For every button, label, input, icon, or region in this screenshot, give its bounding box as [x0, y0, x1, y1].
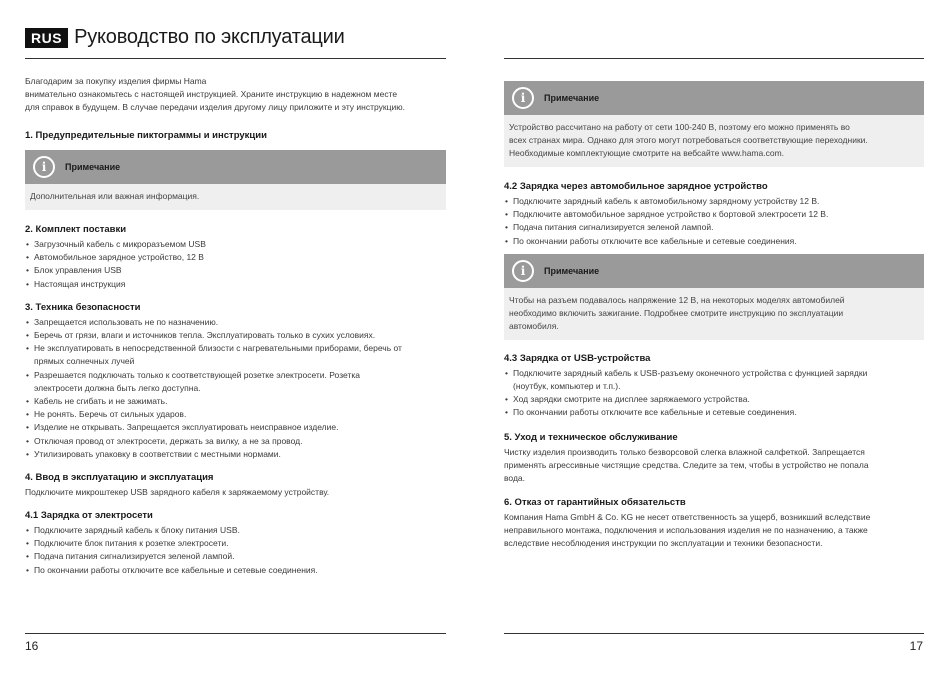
intro-line: внимательно ознакомьтесь с настоящей инструкцией. Храните инструкцию в надежном месте	[25, 89, 398, 99]
page-right	[475, 0, 950, 682]
note-box	[25, 150, 446, 210]
list-item: • Подключите зарядный кабель к блоку питания USB.	[25, 524, 446, 537]
note-box	[504, 81, 924, 167]
section-4-2-heading: 4.2 Зарядка через автомобильное зарядное устройство	[504, 181, 768, 192]
list-item: • Не эксплуатировать в непосредственной близости с нагревательными приборами, беречь от прямых солнечных лучей	[25, 342, 446, 368]
list-item: • Ход зарядки смотрите на дисплее заряжаемого устройства.	[504, 393, 924, 406]
note-header	[504, 81, 924, 115]
list-item: • По окончании работы отключите все кабельные и сетевые соединения.	[504, 235, 924, 248]
footer-divider	[504, 633, 924, 634]
warranty-paragraph	[504, 511, 924, 550]
section-4-heading: 4. Ввод в эксплуатацию и эксплуатация	[25, 472, 214, 484]
paragraph-line: Компания Hama GmbH & Co. KG не несет ответственность за ущерб, возникший вследствие	[504, 511, 871, 522]
list-item: • Не ронять. Беречь от сильных ударов.	[25, 408, 446, 421]
page-number: 17	[909, 639, 923, 653]
note-body	[504, 288, 924, 340]
car-charging-list	[504, 195, 924, 248]
info-icon: i	[33, 156, 55, 178]
paragraph-line: применять агрессивные чистящие средства. Следите за тем, чтобы в устройство не попала	[504, 459, 869, 470]
section-4-3-heading: 4.3 Зарядка от USB-устройства	[504, 352, 651, 364]
note-title: Примечание	[65, 162, 121, 172]
note-text: всех странах мира. Однако для этого могут потребоваться соответствующие переходники.	[509, 135, 868, 145]
care-paragraph	[504, 446, 924, 485]
intro-line: Благодарим за покупку изделия фирмы Hama	[25, 76, 207, 86]
note-box	[504, 254, 924, 340]
note-header	[504, 254, 924, 288]
intro-paragraph	[25, 75, 446, 114]
note-body	[25, 184, 446, 210]
page-number: 16	[25, 639, 39, 653]
paragraph-line: вода.	[504, 472, 526, 483]
paragraph-line: Чистку изделия производить только безворсовой слегка влажной салфеткой. Запрещается	[504, 446, 865, 457]
mains-charging-list	[25, 524, 446, 577]
intro-line: для справок в будущем. В случае передачи изделия другому лицу приложите и эту инструкцию.	[25, 102, 405, 112]
section-5-heading: 5. Уход и техническое обслуживание	[504, 431, 678, 443]
section-4-1-heading: 4.1 Зарядка от электросети	[25, 510, 153, 522]
list-item: • Подключите зарядный кабель к автомобильному зарядному устройству 12 В.	[504, 195, 924, 208]
note-body	[504, 115, 924, 167]
list-item: • Подача питания сигнализируется зеленой лампой.	[25, 550, 446, 563]
header-divider	[25, 58, 446, 59]
page-header	[25, 26, 446, 49]
note-title: Примечание	[544, 265, 600, 276]
list-item: • Подключите автомобильное зарядное устройство к бортовой электросети 12 В.	[504, 208, 924, 221]
note-header	[25, 150, 446, 184]
list-item: • Автомобильное зарядное устройство, 12 В	[25, 251, 446, 264]
info-icon: i	[512, 87, 534, 109]
list-item: • Изделие не открывать. Запрещается эксплуатировать неисправное изделие.	[25, 421, 446, 434]
paragraph-line: вследствие несоблюдения инструкции по эксплуатации и техники безопасности.	[504, 537, 823, 548]
right-column	[504, 81, 924, 550]
note-text: автомобиля.	[509, 320, 559, 331]
safety-list	[25, 316, 446, 461]
note-text: необходимо включить зажигание. Подробнее смотрите инструкцию по эксплуатации	[509, 307, 844, 318]
note-text: Устройство рассчитано на работу от сети 100-240 В, поэтому его можно применять во	[509, 122, 850, 132]
note-text: Необходимые комплектующие смотрите на вебсайте www.hama.com.	[509, 148, 785, 158]
list-item: • Настоящая инструкция	[25, 278, 446, 291]
paragraph-line: неправильного монтажа, подключения и использования изделия не по назначению, а также	[504, 524, 868, 535]
list-item: • Загрузочный кабель с микроразъемом USB	[25, 238, 446, 251]
list-item: • Беречь от грязи, влаги и источников тепла. Эксплуатировать только в сухих условиях.	[25, 329, 446, 342]
info-icon: i	[512, 260, 534, 282]
left-column	[25, 75, 446, 577]
usb-charging-list	[504, 367, 924, 420]
list-item: • Подключите зарядный кабель к USB-разъему оконечного устройства с функцией зарядки (ноутбук, компьютер и т.п.).	[504, 367, 924, 393]
list-item: • Блок управления USB	[25, 264, 446, 277]
package-contents-list	[25, 238, 446, 291]
section-4-text: Подключите микроштекер USB зарядного кабеля к заряжаемому устройству.	[25, 487, 330, 498]
note-title: Примечание	[544, 93, 600, 103]
list-item: • Запрещается использовать не по назначению.	[25, 316, 446, 329]
page-title: Руководство по эксплуатации	[74, 26, 345, 48]
note-text: Чтобы на разъем подавалось напряжение 12 В, на некоторых моделях автомобилей	[509, 294, 845, 305]
section-6-heading: 6. Отказ от гарантийных обязательств	[504, 496, 686, 508]
note-text: Дополнительная или важная информация.	[30, 191, 200, 201]
list-item: • Кабель не сгибать и не зажимать.	[25, 395, 446, 408]
list-item: • По окончании работы отключите все кабельные и сетевые соединения.	[504, 406, 924, 419]
section-3-heading: 3. Техника безопасности	[25, 301, 141, 313]
section-1-heading: 1. Предупредительные пиктограммы и инструкции	[25, 130, 267, 141]
header-divider	[504, 58, 924, 59]
list-item: • Утилизировать упаковку в соответствии с местными нормами.	[25, 448, 446, 461]
language-badge: RUS	[25, 28, 68, 48]
list-item: • Подача питания сигнализируется зеленой лампой.	[504, 221, 924, 234]
list-item: • Разрешается подключать только к соответствующей розетке электросети. Розетка электросети должна быть легко доступна.	[25, 369, 446, 395]
section-2-heading: 2. Комплект поставки	[25, 224, 127, 235]
list-item: • Отключая провод от электросети, держать за вилку, а не за провод.	[25, 435, 446, 448]
list-item: • По окончании работы отключите все кабельные и сетевые соединения.	[25, 564, 446, 577]
footer-divider	[25, 633, 446, 634]
list-item: • Подключите блок питания к розетке электросети.	[25, 537, 446, 550]
